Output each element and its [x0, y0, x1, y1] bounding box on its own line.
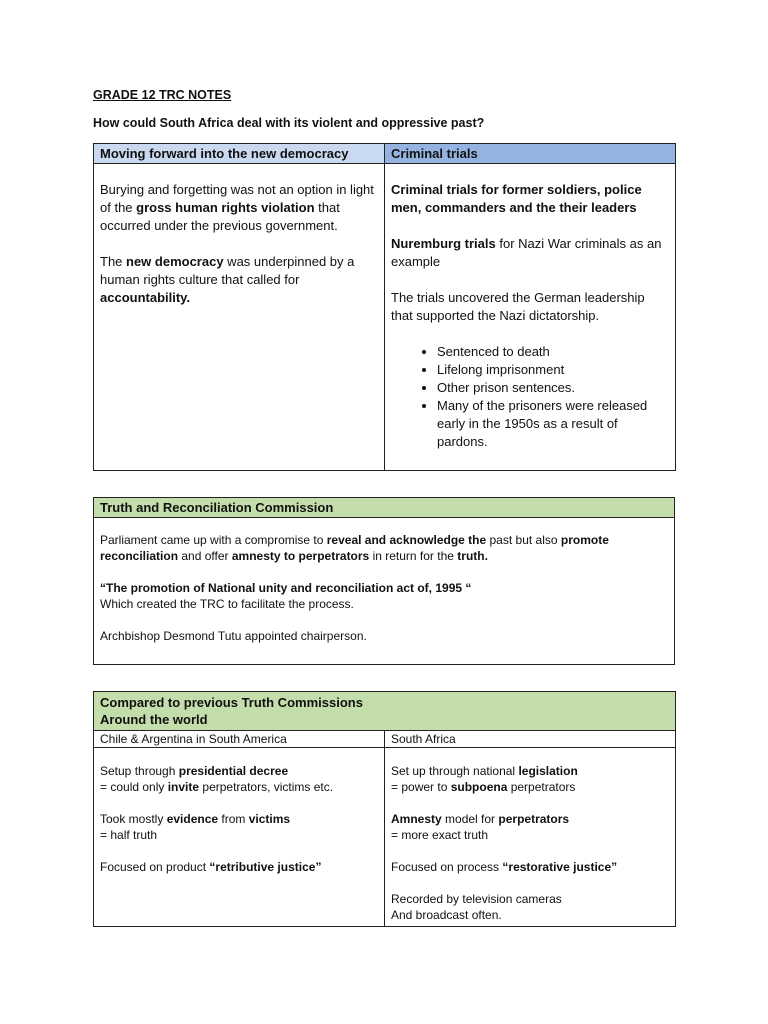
democracy-cell	[94, 164, 385, 471]
trc-act-note: Which created the TRC to facilitate the process.	[100, 597, 354, 611]
chile-argentina-cell	[94, 748, 385, 927]
trc-act-title: “The promotion of National unity and reconciliation act of, 1995 “	[100, 581, 472, 595]
democracy-paragraph-2: The new democracy was underpinned by a human rights culture that called for accountability.	[100, 254, 355, 305]
south-africa-cell	[385, 748, 676, 927]
sa-line-3: Amnesty model for perpetrators	[391, 812, 570, 826]
trials-paragraph-3: The trials uncovered the German leadership that supported the Nazi dictatorship.	[391, 290, 645, 323]
page-title: GRADE 12 TRC NOTES	[93, 88, 232, 102]
democracy-paragraph-1: Burying and forgetting was not an option in light of the gross human rights violation that occurred under the previous government.	[100, 182, 374, 233]
trc-cell	[94, 518, 675, 665]
sa-line-6: Recorded by television cameras	[391, 892, 562, 906]
chile-line-1: Setup through presidential decree	[100, 764, 289, 778]
trc-paragraph-1: Parliament came up with a compromise to reveal and acknowledge the past but also promote reconciliation and offer amnesty to perpetrators in return for the truth.	[100, 533, 609, 563]
list-item: • Other prison sentences.	[437, 379, 669, 397]
sa-line-2: = power to subpoena perpetrators	[391, 780, 576, 794]
chile-line-5: Focused on product “retributive justice”	[100, 860, 322, 874]
sentences-list	[391, 343, 669, 451]
chile-argentina-subheader: Chile & Argentina in South America	[94, 731, 385, 748]
sa-line-7: And broadcast often.	[391, 908, 502, 922]
page-subtitle: How could South Africa deal with its violent and oppressive past?	[93, 116, 485, 130]
criminal-trials-header: Criminal trials	[385, 144, 676, 164]
list-item: • Many of the prisoners were released early in the 1950s as a result of pardons.	[437, 397, 669, 451]
list-item: • Lifelong imprisonment	[437, 361, 669, 379]
criminal-trials-cell	[385, 164, 676, 471]
south-africa-subheader: South Africa	[385, 731, 676, 748]
trials-paragraph-1: Criminal trials for former soldiers, police men, commanders and the their leaders	[391, 182, 642, 215]
democracy-trials-table	[93, 143, 676, 471]
sa-line-5: Focused on process “restorative justice”	[391, 860, 618, 874]
chile-line-3: Took mostly evidence from victims	[100, 812, 291, 826]
chile-line-4: = half truth	[100, 828, 158, 842]
chile-line-2: = could only invite perpetrators, victims etc.	[100, 780, 334, 794]
democracy-header: Moving forward into the new democracy	[94, 144, 385, 164]
list-item: • Sentenced to death	[437, 343, 669, 361]
trc-chairperson: Archbishop Desmond Tutu appointed chairperson.	[100, 629, 367, 643]
trc-table	[93, 497, 675, 665]
trc-header: Truth and Reconciliation Commission	[94, 498, 675, 518]
sa-line-1: Set up through national legislation	[391, 764, 578, 778]
trials-paragraph-2: Nuremburg trials for Nazi War criminals as an example	[391, 236, 662, 269]
comparison-table	[93, 691, 676, 927]
sa-line-4: = more exact truth	[391, 828, 489, 842]
comparison-header: Compared to previous Truth Commissions Around the world	[94, 692, 676, 731]
